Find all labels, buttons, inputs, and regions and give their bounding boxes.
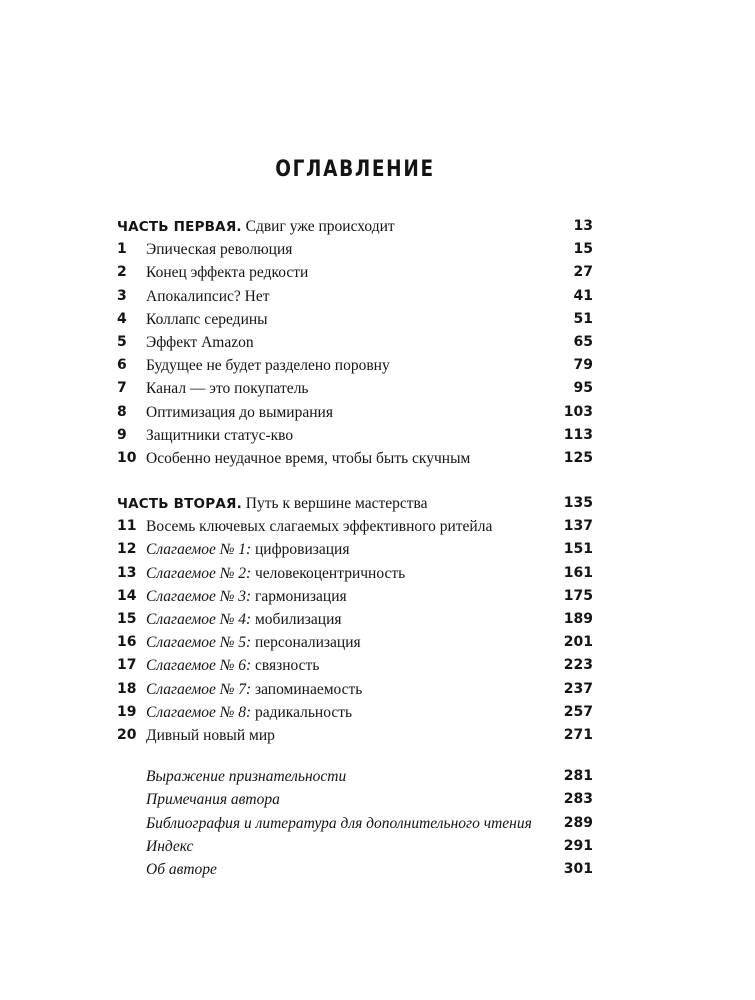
- chapter-number: 18: [117, 680, 137, 697]
- page-number: 137: [563, 518, 593, 535]
- chapter-name: Конец эффекта редкости: [146, 264, 309, 282]
- page-number: 301: [563, 860, 593, 877]
- chapter-number: 5: [117, 333, 127, 350]
- chapter-name: Эпическая революция: [146, 241, 293, 259]
- chapter-name: запоминаемость: [251, 680, 363, 698]
- chapter-name: Канал — это покупатель: [146, 380, 309, 398]
- backmatter-title: Об авторе: [146, 860, 217, 878]
- page-number: 135: [563, 495, 593, 512]
- chapter-name: Эффект Amazon: [146, 333, 254, 351]
- page-number: 113: [563, 426, 593, 443]
- chapter-name: связность: [251, 657, 320, 675]
- toc-chapter-row[interactable]: [117, 377, 593, 400]
- chapter-number: 12: [117, 541, 137, 558]
- chapter-name: гармонизация: [251, 587, 347, 605]
- chapter-title: [146, 562, 405, 585]
- chapter-number: 17: [117, 657, 137, 674]
- chapter-number: 3: [117, 287, 127, 304]
- chapter-title: [146, 654, 319, 677]
- chapter-number: 7: [117, 380, 127, 397]
- page-number: 237: [563, 680, 593, 697]
- part-title: [117, 492, 428, 516]
- chapter-number: 9: [117, 426, 127, 443]
- chapter-name: персонализация: [251, 634, 361, 652]
- backmatter-title: Примечания автора: [146, 791, 280, 809]
- chapter-title: [146, 261, 308, 284]
- page-number: 65: [573, 333, 593, 350]
- toc-chapter-row[interactable]: [117, 538, 593, 561]
- chapter-title: [146, 238, 292, 261]
- chapter-title: [146, 515, 492, 538]
- chapter-title: [146, 724, 275, 747]
- toc-chapter-row[interactable]: [117, 631, 593, 654]
- chapter-title: [146, 538, 349, 561]
- part-title: [117, 215, 395, 239]
- part-label: ЧАСТЬ ВТОРАЯ.: [117, 496, 242, 513]
- page-number: 283: [563, 791, 593, 808]
- toc-chapter-row[interactable]: [117, 261, 593, 284]
- chapter-number: 15: [117, 611, 137, 627]
- toc-chapter-row[interactable]: [117, 401, 593, 424]
- chapter-name: человекоцентричность: [251, 564, 406, 582]
- toc-chapter-row[interactable]: [117, 424, 593, 447]
- chapter-title: [146, 308, 268, 331]
- toc-chapter-row[interactable]: [117, 515, 593, 538]
- chapter-title: [146, 608, 342, 631]
- chapter-prefix: Слагаемое № 8:: [146, 703, 252, 721]
- page-number: 289: [563, 814, 593, 831]
- chapter-number: 2: [117, 264, 127, 281]
- backmatter-row[interactable]: [117, 765, 593, 788]
- toc-chapter-row[interactable]: [117, 724, 593, 747]
- page-number: 201: [563, 634, 593, 651]
- page-number: 41: [573, 287, 593, 304]
- chapter-number: 8: [117, 403, 127, 420]
- toc-chapter-row[interactable]: [117, 654, 593, 677]
- part-heading[interactable]: [117, 492, 593, 515]
- page-title: ОГЛАВЛЕНИЕ: [275, 157, 435, 182]
- backmatter-title: Индекс: [146, 837, 194, 855]
- chapter-title: [146, 331, 254, 354]
- chapter-title: [146, 354, 390, 377]
- part-label: ЧАСТЬ ПЕРВАЯ.: [117, 219, 242, 235]
- chapter-title: [146, 401, 333, 424]
- chapter-number: 11: [117, 518, 137, 535]
- toc-chapter-row[interactable]: [117, 238, 593, 261]
- page-number: 175: [563, 587, 593, 604]
- chapter-number: 1: [117, 241, 127, 258]
- toc-chapter-row[interactable]: [117, 308, 593, 331]
- page-number: 13: [573, 218, 593, 234]
- page-number: 15: [573, 241, 593, 258]
- backmatter-row[interactable]: [117, 788, 593, 811]
- chapter-prefix: Слагаемое № 3:: [146, 587, 252, 605]
- chapter-name: мобилизация: [251, 611, 342, 628]
- toc-chapter-row[interactable]: [117, 701, 593, 724]
- page-number: 151: [563, 541, 593, 558]
- page-number: 223: [563, 657, 593, 674]
- chapter-name: цифровизация: [251, 541, 350, 559]
- chapter-name: Апокалипсис? Нет: [146, 287, 270, 305]
- toc-chapter-row[interactable]: [117, 354, 593, 377]
- page-number: 27: [573, 264, 593, 281]
- chapter-name: Будущее не будет разделено поровну: [146, 357, 390, 375]
- chapter-prefix: Слагаемое № 7:: [146, 680, 252, 698]
- chapter-name: Оптимизация до вымирания: [146, 403, 333, 421]
- page-number: 257: [563, 703, 593, 720]
- chapter-title: [146, 701, 352, 724]
- chapter-number: 10: [117, 449, 137, 466]
- chapter-name: Дивный новый мир: [146, 726, 275, 744]
- page-number: 281: [563, 768, 593, 785]
- chapter-number: 19: [117, 703, 137, 720]
- chapter-name: Коллапс середины: [146, 310, 268, 328]
- page-number: 161: [563, 564, 593, 581]
- chapter-number: 13: [117, 564, 137, 581]
- chapter-number: 4: [117, 310, 127, 327]
- chapter-title: [146, 447, 470, 470]
- page-number: 51: [573, 310, 593, 327]
- chapter-title: [146, 631, 361, 654]
- backmatter-title: Выражение признательности: [146, 768, 347, 786]
- table-of-contents: [117, 215, 593, 881]
- toc-chapter-row[interactable]: [117, 331, 593, 354]
- chapter-prefix: Слагаемое № 5:: [146, 634, 252, 652]
- chapter-number: 20: [117, 726, 137, 743]
- chapter-prefix: Слагаемое № 6:: [146, 657, 252, 675]
- part-name: Путь к вершине мастерства: [241, 495, 428, 513]
- part-name: Сдвиг уже происходит: [241, 218, 395, 235]
- backmatter-row[interactable]: [117, 858, 593, 881]
- toc-chapter-row[interactable]: [117, 608, 593, 631]
- part-heading[interactable]: [117, 215, 593, 238]
- chapter-title: [146, 678, 362, 701]
- toc-chapter-row[interactable]: [117, 285, 593, 308]
- chapter-name: радикальность: [251, 703, 353, 721]
- chapter-prefix: Слагаемое № 1:: [146, 541, 252, 559]
- chapter-title: [146, 585, 347, 608]
- page-number: 291: [563, 837, 593, 854]
- chapter-number: 6: [117, 357, 127, 374]
- backmatter-row[interactable]: [117, 835, 593, 858]
- chapter-prefix: Слагаемое № 4:: [146, 611, 252, 628]
- chapter-prefix: Слагаемое № 2:: [146, 564, 252, 582]
- chapter-number: 16: [117, 634, 137, 651]
- chapter-name: Восемь ключевых слагаемых эффективного ритейла: [146, 518, 493, 536]
- page-number: 79: [573, 357, 593, 374]
- chapter-name: Защитники статус-кво: [146, 426, 294, 444]
- backmatter-title: Библиография и литература для дополнительного чтения: [146, 814, 532, 832]
- toc-chapter-row[interactable]: [117, 447, 593, 470]
- toc-chapter-row[interactable]: [117, 678, 593, 701]
- backmatter-row[interactable]: [117, 812, 593, 835]
- toc-chapter-row[interactable]: [117, 562, 593, 585]
- toc-chapter-row[interactable]: [117, 585, 593, 608]
- page-number: 95: [573, 380, 593, 397]
- chapter-title: [146, 424, 293, 447]
- page-number: 271: [563, 726, 593, 743]
- chapter-title: [146, 377, 309, 400]
- chapter-number: 14: [117, 587, 137, 604]
- page-number: 189: [563, 611, 593, 627]
- chapter-title: [146, 285, 270, 308]
- page-number: 125: [563, 449, 593, 466]
- page-number: 103: [563, 403, 593, 420]
- chapter-name: Особенно неудачное время, чтобы быть скучным: [146, 449, 471, 467]
